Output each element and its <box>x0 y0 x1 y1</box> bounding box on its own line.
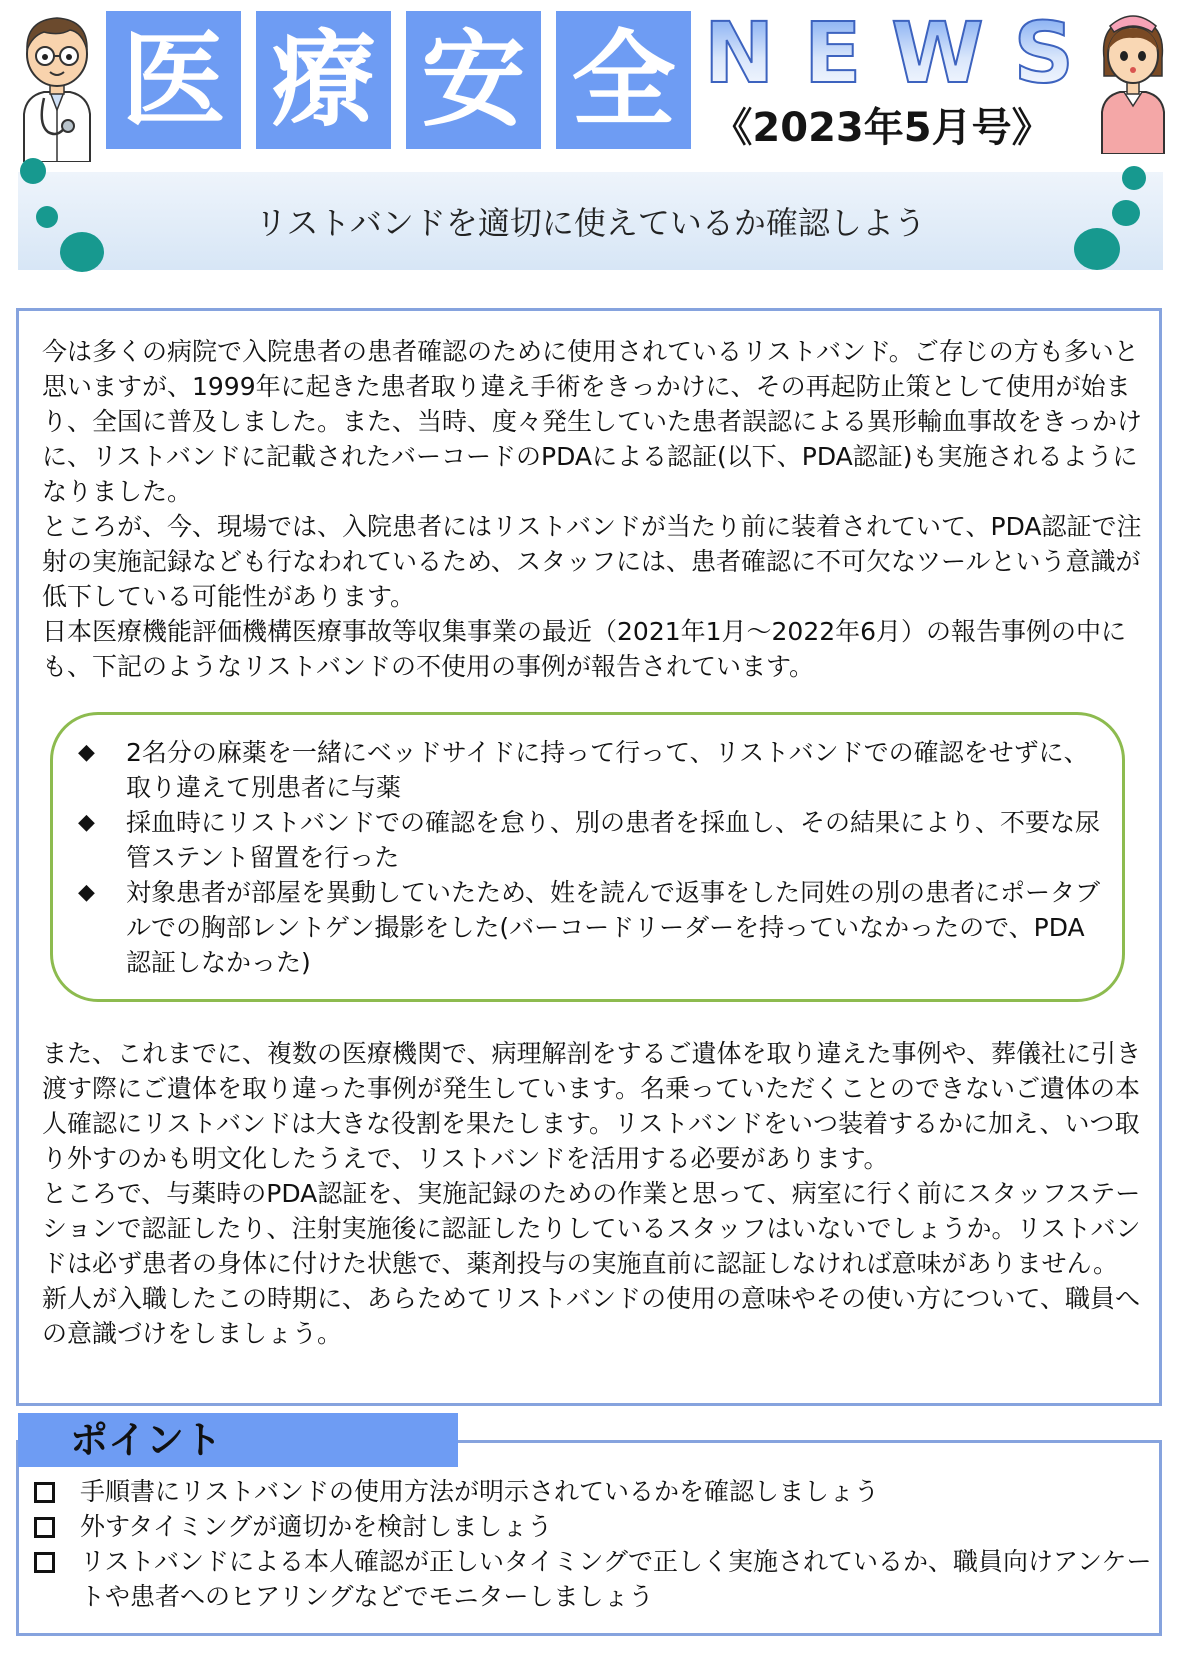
article-paragraph: 日本医療機能評価機構医療事故等収集事業の最近（2021年1月～2022年6月）の報告事例の中にも、下記のようなリストバンドの不使用の事例が報告されています。 <box>42 617 1127 681</box>
diamond-bullet-icon: ◆ <box>78 810 95 835</box>
topic-title: リストバンドを適切に使えているか確認しよう <box>255 204 926 242</box>
point-text: 外すタイミングが適切かを検討しましょう <box>80 1512 553 1541</box>
title-tile <box>406 11 541 149</box>
topic-banner <box>18 172 1163 270</box>
issue-date: 《2023年5月号》 <box>712 105 1052 151</box>
case-text: 2名分の麻薬を一緒にベッドサイドに持って行って、リストバンドでの確認をせずに、取り違えて別患者に与薬 <box>126 738 1089 802</box>
article-paragraph: また、これまでに、複数の医療機関で、病理解剖をするご遺体を取り違えた事例や、葬儀社に引き渡す際にご遺体を取り違った事例が発生しています。名乗っていただくことのできないご遺体の本人確認にリストバンドは大きな役割を果たします。リストバンドをいつ装着するかに加え、いつ取り外すのかも明文化したうえで、リストバンドを活用する必要があります。 <box>42 1039 1142 1173</box>
point-item <box>34 1474 1154 1509</box>
nurse-icon <box>1090 0 1176 154</box>
banner-dot <box>1074 228 1120 270</box>
doctor-icon <box>14 6 100 162</box>
nurse-illustration <box>1090 0 1176 154</box>
doctor-illustration <box>14 6 100 162</box>
article-paragraph: ところが、今、現場では、入院患者にはリストバンドが当たり前に装着されていて、PDA認証で注射の実施記録なども行なわれているため、スタッフには、患者確認に不可欠なツールという意識が低下している可能性があります。 <box>42 512 1142 611</box>
diamond-bullet-icon: ◆ <box>78 880 95 905</box>
news-wordmark <box>700 8 1080 94</box>
title-tile <box>256 11 391 149</box>
case-item <box>78 805 1108 875</box>
banner-dot <box>36 206 58 228</box>
article-paragraph: 今は多くの病院で入院患者の患者確認のために使用されているリストバンド。ご存じの方も多いと思いますが、1999年に起きた患者取り違え手術をきっかけに、その再起防止策として使用が始まり、全国に普及しました。また、当時、度々発生していた患者誤認による異形輸血事故をきっかけに、リストバンドに記載されたバーコードのPDAによる認証(以下、PDA認証)も実施されるようになりました。 <box>42 337 1143 506</box>
case-text: 採血時にリストバンドでの確認を怠り、別の患者を採血し、その結果により、不要な尿管ステント留置を行った <box>126 808 1101 872</box>
title-char: 安 <box>421 19 526 141</box>
case-item <box>78 875 1108 980</box>
banner-dot <box>20 158 46 184</box>
point-text: 手順書にリストバンドの使用方法が明示されているかを確認しましょう <box>80 1477 880 1506</box>
point-title: ポイント <box>70 1418 223 1462</box>
point-item <box>34 1544 1154 1614</box>
checkbox-icon <box>34 1517 55 1538</box>
case-text: 対象患者が部屋を異動していたため、姓を読んで返事をした同姓の別の患者にポータブルでの胸部レントゲン撮影をした(バーコードリーダーを持っていなかったので、PDA認証しなかった) <box>126 878 1101 977</box>
case-item <box>78 735 1108 805</box>
article-paragraph: 新人が入職したこの時期に、あらためてリストバンドの使用の意味やその使い方について、職員への意識づけをしましょう。 <box>42 1284 1141 1348</box>
title-tile <box>106 11 241 149</box>
title-char: 療 <box>271 19 376 141</box>
diamond-bullet-icon: ◆ <box>78 740 95 765</box>
title-char: 医 <box>121 19 226 141</box>
point-item <box>34 1509 1154 1544</box>
checkbox-icon <box>34 1552 55 1573</box>
banner-dot <box>1122 166 1146 190</box>
banner-dot <box>60 232 104 272</box>
article-paragraph: ところで、与薬時のPDA認証を、実施記録のための作業と思って、病室に行く前にスタッフステーションで認証したり、注射実施後に認証したりしているスタッフはいないでしょうか。リストバンドは必ず患者の身体に付けた状態で、薬剤投与の実施直前に認証しなければ意味がありません。 <box>42 1179 1141 1278</box>
title-char: 全 <box>571 19 676 141</box>
title-tile <box>556 11 691 149</box>
banner-dot <box>1112 200 1140 226</box>
checkbox-icon <box>34 1482 55 1503</box>
point-text: リストバンドによる本人確認が正しいタイミングで正しく実施されているか、職員向けアンケートや患者へのヒアリングなどでモニターしましょう <box>80 1547 1152 1611</box>
news-wordmark-text: NEWS <box>704 8 1074 94</box>
